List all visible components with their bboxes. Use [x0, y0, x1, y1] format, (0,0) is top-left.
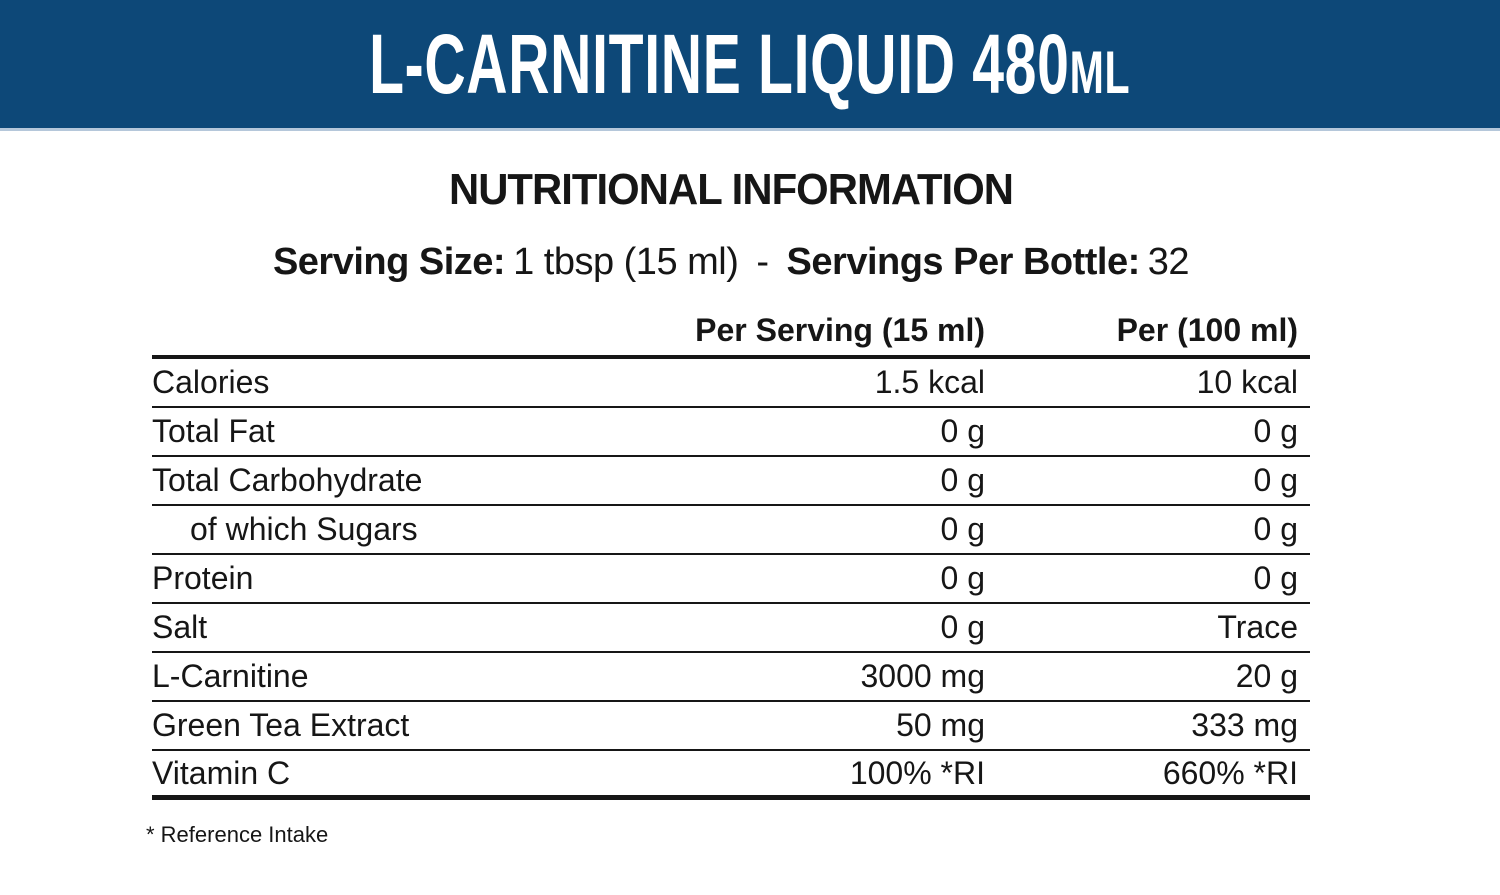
row-label-cell: Total Carbohydrate [152, 462, 423, 498]
row-label-cell: Vitamin C [152, 754, 291, 791]
serving-separator: - [756, 241, 769, 283]
per-serving-cell: 50 mg [896, 707, 985, 743]
table-body [152, 359, 1310, 800]
servings-per-bottle-value: 32 [1147, 241, 1190, 283]
per-100ml-cell: 0 g [1253, 511, 1298, 547]
per-100ml-cell: 20 g [1235, 658, 1298, 694]
per-100ml-cell: 10 kcal [1196, 364, 1298, 400]
per-serving-cell: 1.5 kcal [874, 364, 985, 400]
serving-info [152, 241, 1310, 284]
label-content [146, 165, 1310, 848]
header-per-serving-column: Per Serving (15 ml) [695, 312, 985, 348]
row-label-cell: Salt [152, 609, 208, 645]
table-row [152, 506, 1310, 555]
header-per-100ml-column: Per (100 ml) [1116, 312, 1298, 348]
per-100ml-cell: 660% *RI [1162, 754, 1298, 791]
table-row [152, 702, 1310, 751]
per-serving-cell: 3000 mg [860, 658, 985, 694]
table-row [152, 555, 1310, 604]
table-row [152, 457, 1310, 506]
table-row [152, 604, 1310, 653]
table-header-row [152, 312, 1310, 359]
row-label-cell: Calories [152, 364, 270, 400]
row-label-cell: of which Sugars [190, 511, 418, 547]
section-heading: NUTRITIONAL INFORMATION [448, 165, 1014, 214]
per-serving-cell: 0 g [940, 609, 985, 645]
product-title-text: L-CARNITINE LIQUID 480 [369, 17, 1070, 111]
table-row [152, 751, 1310, 800]
servings-per-bottle-label: Servings Per Bottle: [786, 241, 1140, 283]
serving-size-label: Serving Size: [272, 241, 506, 283]
per-serving-cell: 0 g [940, 413, 985, 449]
row-label-cell: L-Carnitine [152, 658, 309, 694]
nutrition-table [152, 312, 1310, 800]
per-100ml-cell: 0 g [1253, 560, 1298, 596]
reference-intake-footnote: * Reference Intake [146, 822, 329, 847]
row-label-cell: Protein [152, 560, 254, 596]
table-row [152, 359, 1310, 408]
per-serving-cell: 0 g [940, 511, 985, 547]
row-label-cell: Total Fat [152, 413, 275, 449]
product-title-unit: ML [1069, 38, 1131, 106]
per-serving-cell: 0 g [940, 462, 985, 498]
per-serving-cell: 100% *RI [849, 754, 985, 791]
per-100ml-cell: Trace [1217, 609, 1298, 645]
table-row [152, 653, 1310, 702]
table-row [152, 408, 1310, 457]
row-label-cell: Green Tea Extract [152, 707, 410, 743]
per-100ml-cell: 0 g [1253, 462, 1298, 498]
per-100ml-cell: 333 mg [1191, 707, 1298, 743]
product-title [369, 17, 1131, 111]
per-100ml-cell: 0 g [1253, 413, 1298, 449]
product-banner [0, 0, 1500, 131]
serving-size-value: 1 tbsp (15 ml) [513, 241, 739, 283]
per-serving-cell: 0 g [940, 560, 985, 596]
